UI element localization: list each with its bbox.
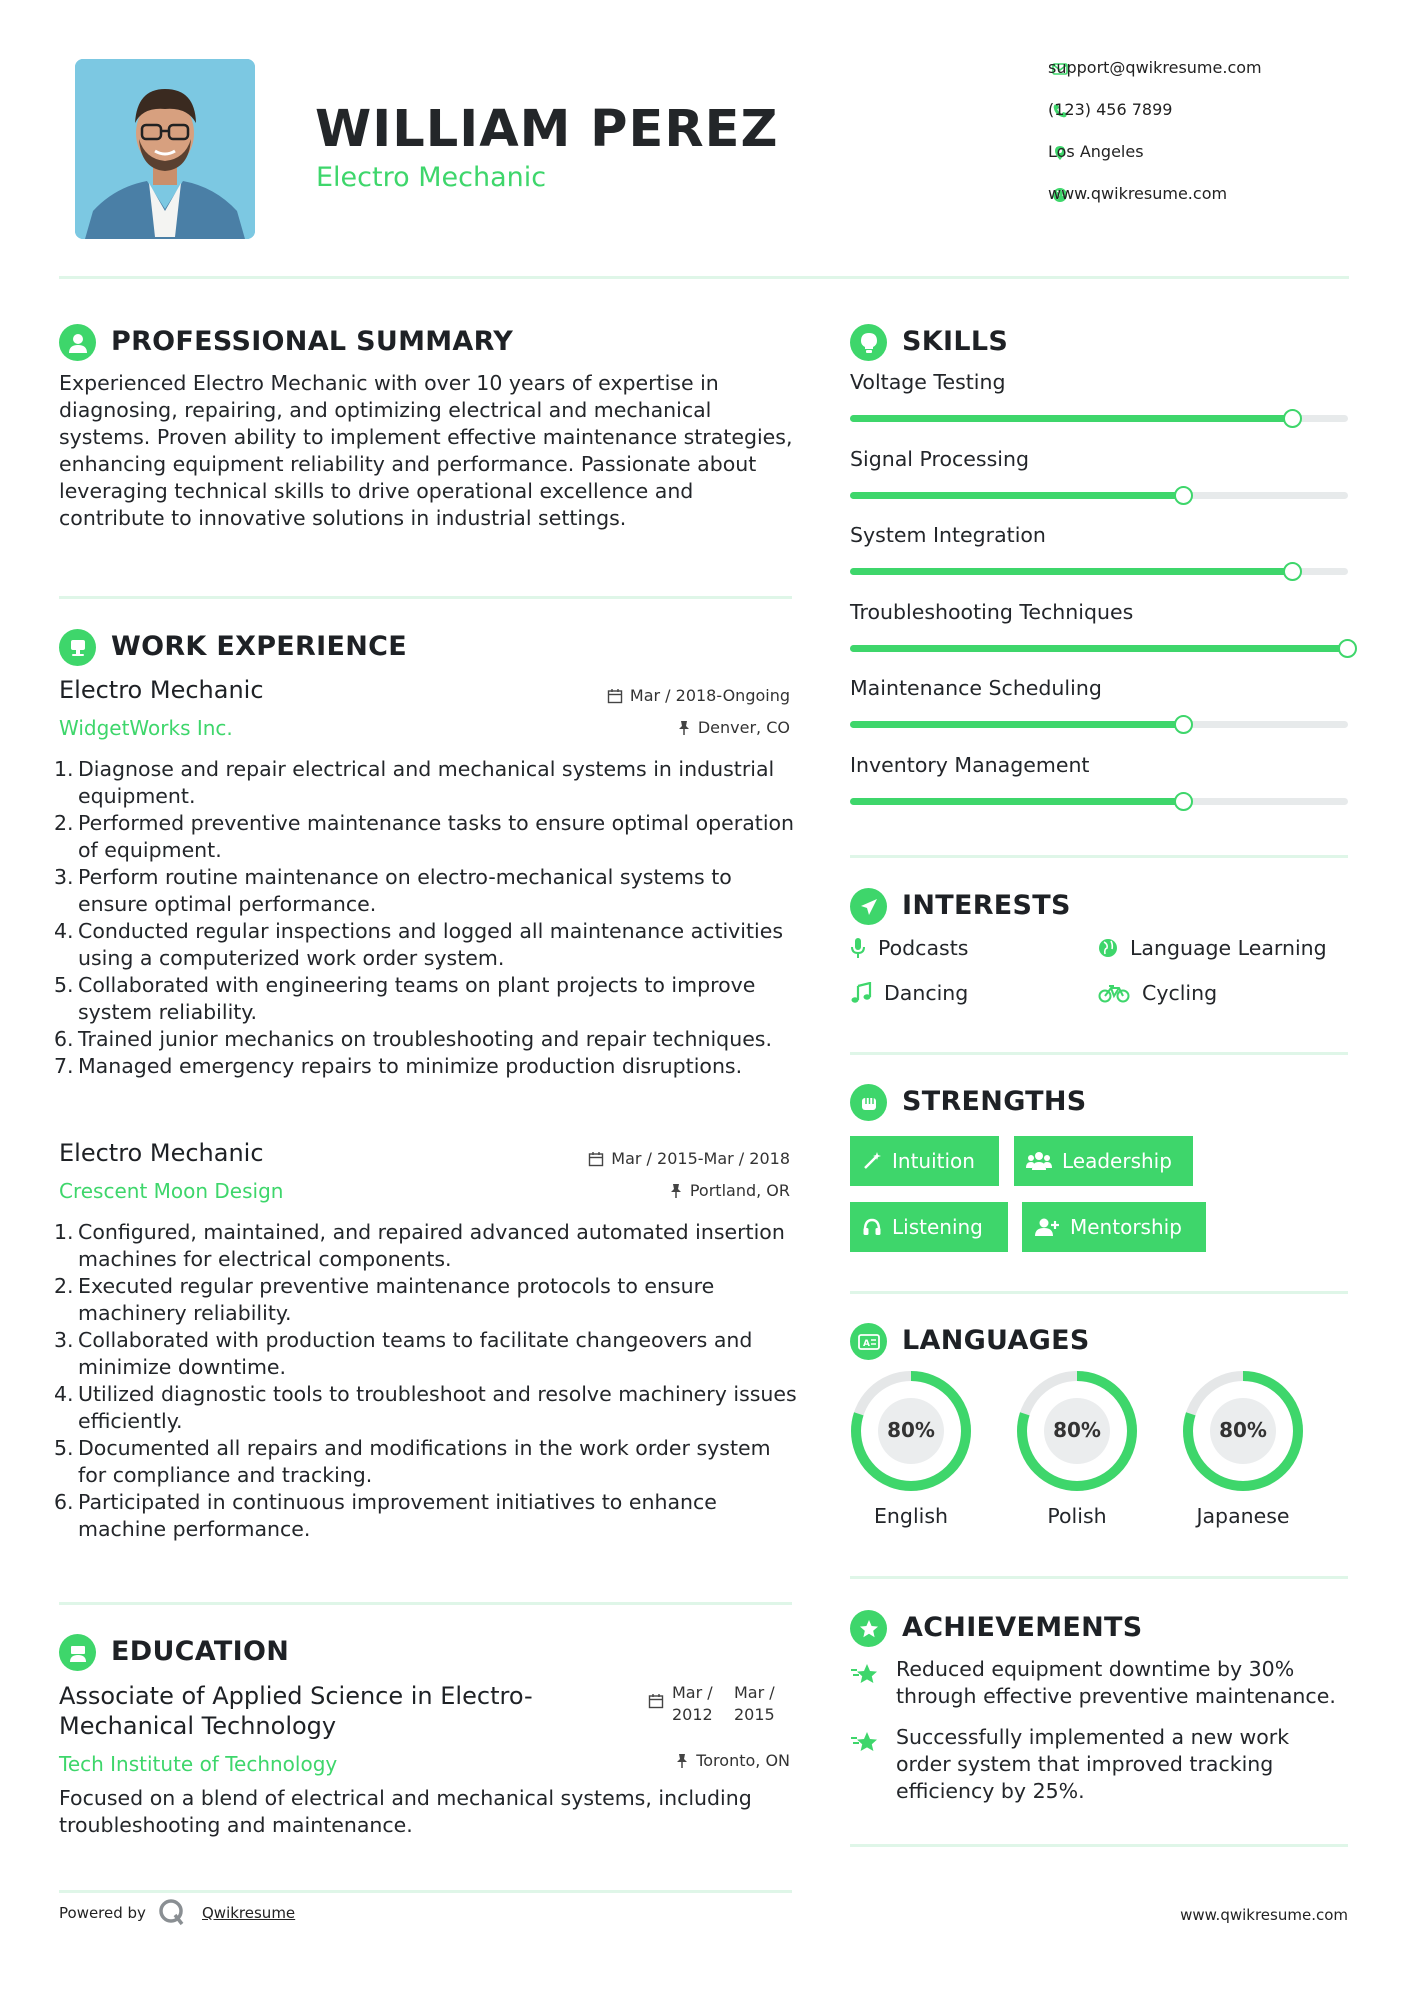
contact-website[interactable]: www.qwikresume.com (1048, 184, 1228, 203)
language-percent: 80% (887, 1418, 935, 1442)
summary-divider (59, 596, 792, 599)
education-divider (59, 1890, 792, 1893)
duty-item: 6. Trained junior mechanics on troubleshooting and repair techniques. (54, 1027, 772, 1051)
achievements-title: ACHIEVEMENTS (902, 1612, 1143, 1643)
trophy-star-icon (850, 1730, 880, 1756)
interest-item: Cycling (1098, 981, 1217, 1005)
duty-item: 6. Participated in continuous improvement initiatives to enhance machine performance. (54, 1490, 717, 1541)
summary-text: Experienced Electro Mechanic with over 10 years of expertise in diagnosing, repairing, and optimizing electrical and mechanical systems. Proven ability to implement effective maintenance strategies, enhancing equipment reliability and performance. Passionate about leveraging technical skills to drive operational excellence and contribute to innovative solutions in industrial settings. (59, 371, 793, 530)
achievement-item: Reduced equipment downtime by 30% through effective preventive maintenance. (896, 1657, 1336, 1708)
skill-label: Signal Processing (850, 446, 1029, 471)
music-note-icon (850, 982, 872, 1004)
star-badge-icon (850, 1610, 887, 1647)
footer-website[interactable]: www.qwikresume.com (1180, 1906, 1348, 1924)
job-company: Crescent Moon Design (59, 1179, 284, 1203)
skill-bar-knob (1338, 639, 1357, 658)
duty-item: 1. Configured, maintained, and repaired advanced automated insertion machines for electrical components. (54, 1220, 785, 1271)
duty-item: 7. Managed emergency repairs to minimize production disruptions. (54, 1054, 743, 1078)
languages-title: LANGUAGES (902, 1325, 1090, 1356)
interest-item: Language Learning (1098, 936, 1327, 960)
paper-plane-icon (850, 888, 887, 925)
language-percent: 80% (1219, 1418, 1267, 1442)
bicycle-icon (1098, 983, 1130, 1003)
qwikresume-link[interactable]: Qwikresume (202, 1904, 296, 1922)
duty-item: 3. Collaborated with production teams to facilitate changeovers and minimize downtime. (54, 1328, 753, 1379)
candidate-name: WILLIAM PEREZ (315, 100, 779, 159)
skill-bar-knob (1174, 715, 1193, 734)
language-name: Japanese (1196, 1504, 1290, 1528)
skill-label: Maintenance Scheduling (850, 676, 1102, 700)
job-dates-text: Mar / 2015-Mar / 2018 (611, 1149, 790, 1168)
pushpin-icon (669, 1183, 683, 1199)
skill-bar-track (850, 721, 1348, 728)
strengths-title: STRENGTHS (902, 1086, 1087, 1117)
skill-bar-fill (850, 645, 1348, 652)
skill-bar-track (850, 492, 1348, 499)
microphone-icon (850, 937, 866, 959)
powered-by-label: Powered by (59, 1904, 146, 1922)
strength-tag: Intuition (850, 1136, 999, 1186)
pushpin-icon (677, 720, 691, 736)
duty-item: 5. Documented all repairs and modifications in the work order system for compliance and tracking. (54, 1436, 771, 1487)
duty-item: 4. Conducted regular inspections and logged all maintenance activities using a computerized work order system. (54, 919, 784, 970)
skill-label: Troubleshooting Techniques (850, 599, 1134, 624)
briefcase-icon (59, 629, 96, 666)
header-divider (59, 276, 1349, 279)
strength-tag: Leadership (1014, 1136, 1193, 1186)
interest-item: Podcasts (850, 936, 968, 960)
education-title: EDUCATION (111, 1636, 290, 1667)
skill-label: System Integration (850, 523, 1046, 547)
duty-item: 4. Utilized diagnostic tools to troubleshoot and resolve machinery issues efficiently. (54, 1382, 797, 1433)
skill-bar-fill (850, 568, 1293, 575)
skill-bar-fill (850, 721, 1184, 728)
job-title: Electro Mechanic (59, 676, 264, 704)
education-start: Mar / 2012 (672, 1683, 713, 1724)
globe-icon (1098, 938, 1118, 958)
skill-label: Inventory Management (850, 752, 1090, 777)
duty-item: 3. Perform routine maintenance on electro-mechanical systems to ensure optimal performance. (54, 865, 732, 916)
job-dates (588, 1149, 790, 1168)
contact-email[interactable]: support@qwikresume.com (1048, 58, 1262, 77)
job-company: WidgetWorks Inc. (59, 716, 233, 740)
school-name: Tech Institute of Technology (59, 1752, 338, 1776)
job-duties (54, 756, 800, 1080)
skills-divider (850, 855, 1348, 858)
work-title: WORK EXPERIENCE (111, 631, 407, 662)
profile-photo (75, 59, 255, 239)
skill-bar-track (850, 645, 1348, 652)
calendar-icon (607, 688, 623, 704)
language-item (850, 1370, 972, 1528)
job-location-text: Denver, CO (697, 718, 790, 737)
magic-wand-icon (862, 1151, 882, 1171)
skills-title: SKILLS (902, 326, 1009, 357)
duty-item: 2. Performed preventive maintenance tasks to ensure optimal operation of equipment. (54, 811, 795, 862)
strength-tag: Listening (850, 1202, 1008, 1252)
candidate-role: Electro Mechanic (316, 162, 547, 193)
skill-bar-fill (850, 415, 1293, 422)
education-text: Focused on a blend of electrical and mechanical systems, including troubleshooting and maintenance. (59, 1786, 752, 1837)
achievements-divider (850, 1844, 1348, 1847)
interests-divider (850, 1052, 1348, 1055)
degree-line-2: Mechanical Technology (59, 1712, 337, 1740)
job-dates (607, 686, 790, 705)
duty-item: 2. Executed regular preventive maintenance protocols to ensure machinery reliability. (54, 1274, 715, 1325)
job-duties (54, 1219, 800, 1543)
user-icon (59, 324, 96, 361)
work-divider (59, 1602, 792, 1605)
languages-divider (850, 1576, 1348, 1579)
pushpin-icon (675, 1753, 689, 1769)
job-location (669, 1181, 790, 1200)
contact-location: Los Angeles (1048, 142, 1144, 161)
duty-item: 5. Collaborated with engineering teams on plant projects to improve system reliability. (54, 973, 756, 1024)
lightbulb-icon (850, 324, 887, 361)
language-name: English (873, 1504, 949, 1528)
skill-bar-knob (1174, 792, 1193, 811)
language-item (1016, 1370, 1138, 1528)
fist-icon (850, 1084, 887, 1121)
qwikresume-logo-icon (156, 1897, 186, 1927)
skill-bar-knob (1283, 562, 1302, 581)
duty-item: 1. Diagnose and repair electrical and mechanical systems in industrial equipment. (54, 757, 775, 808)
calendar-icon (648, 1693, 664, 1709)
strengths-divider (850, 1291, 1348, 1294)
education-location-text: Toronto, ON (696, 1751, 790, 1770)
education-end: Mar / 2015 (734, 1683, 775, 1724)
headphones-icon (862, 1217, 882, 1237)
job-location-text: Portland, OR (689, 1181, 790, 1200)
education-location (675, 1751, 790, 1770)
interest-item: Dancing (850, 981, 968, 1005)
trophy-star-icon (850, 1662, 880, 1688)
users-icon (1026, 1151, 1052, 1171)
language-percent: 80% (1053, 1418, 1101, 1442)
achievement-item: Successfully implemented a new work order system that improved tracking efficiency by 25%. (896, 1725, 1290, 1803)
contact-phone[interactable]: (123) 456 7899 (1048, 100, 1173, 119)
calendar-icon (588, 1151, 604, 1167)
skill-bar-track (850, 568, 1348, 575)
skill-label: Voltage Testing (850, 370, 1006, 394)
language-icon (850, 1323, 887, 1360)
skill-bar-knob (1174, 486, 1193, 505)
language-item (1182, 1370, 1304, 1528)
interests-title: INTERESTS (902, 890, 1071, 921)
skill-bar-track (850, 798, 1348, 805)
job-dates-text: Mar / 2018-Ongoing (629, 686, 790, 705)
skill-bar-fill (850, 798, 1184, 805)
skill-bar-knob (1283, 409, 1302, 428)
skill-bar-track (850, 415, 1348, 422)
user-plus-icon (1034, 1217, 1060, 1237)
language-name: Polish (1047, 1504, 1107, 1528)
job-title: Electro Mechanic (59, 1139, 264, 1167)
svg-text:A: A (862, 1338, 870, 1349)
degree-line-1: Associate of Applied Science in Electro- (59, 1682, 533, 1710)
graduation-icon (59, 1634, 96, 1671)
skill-bar-fill (850, 492, 1184, 499)
strength-tag: Mentorship (1022, 1202, 1206, 1252)
job-location (677, 718, 790, 737)
summary-title: PROFESSIONAL SUMMARY (111, 326, 514, 357)
